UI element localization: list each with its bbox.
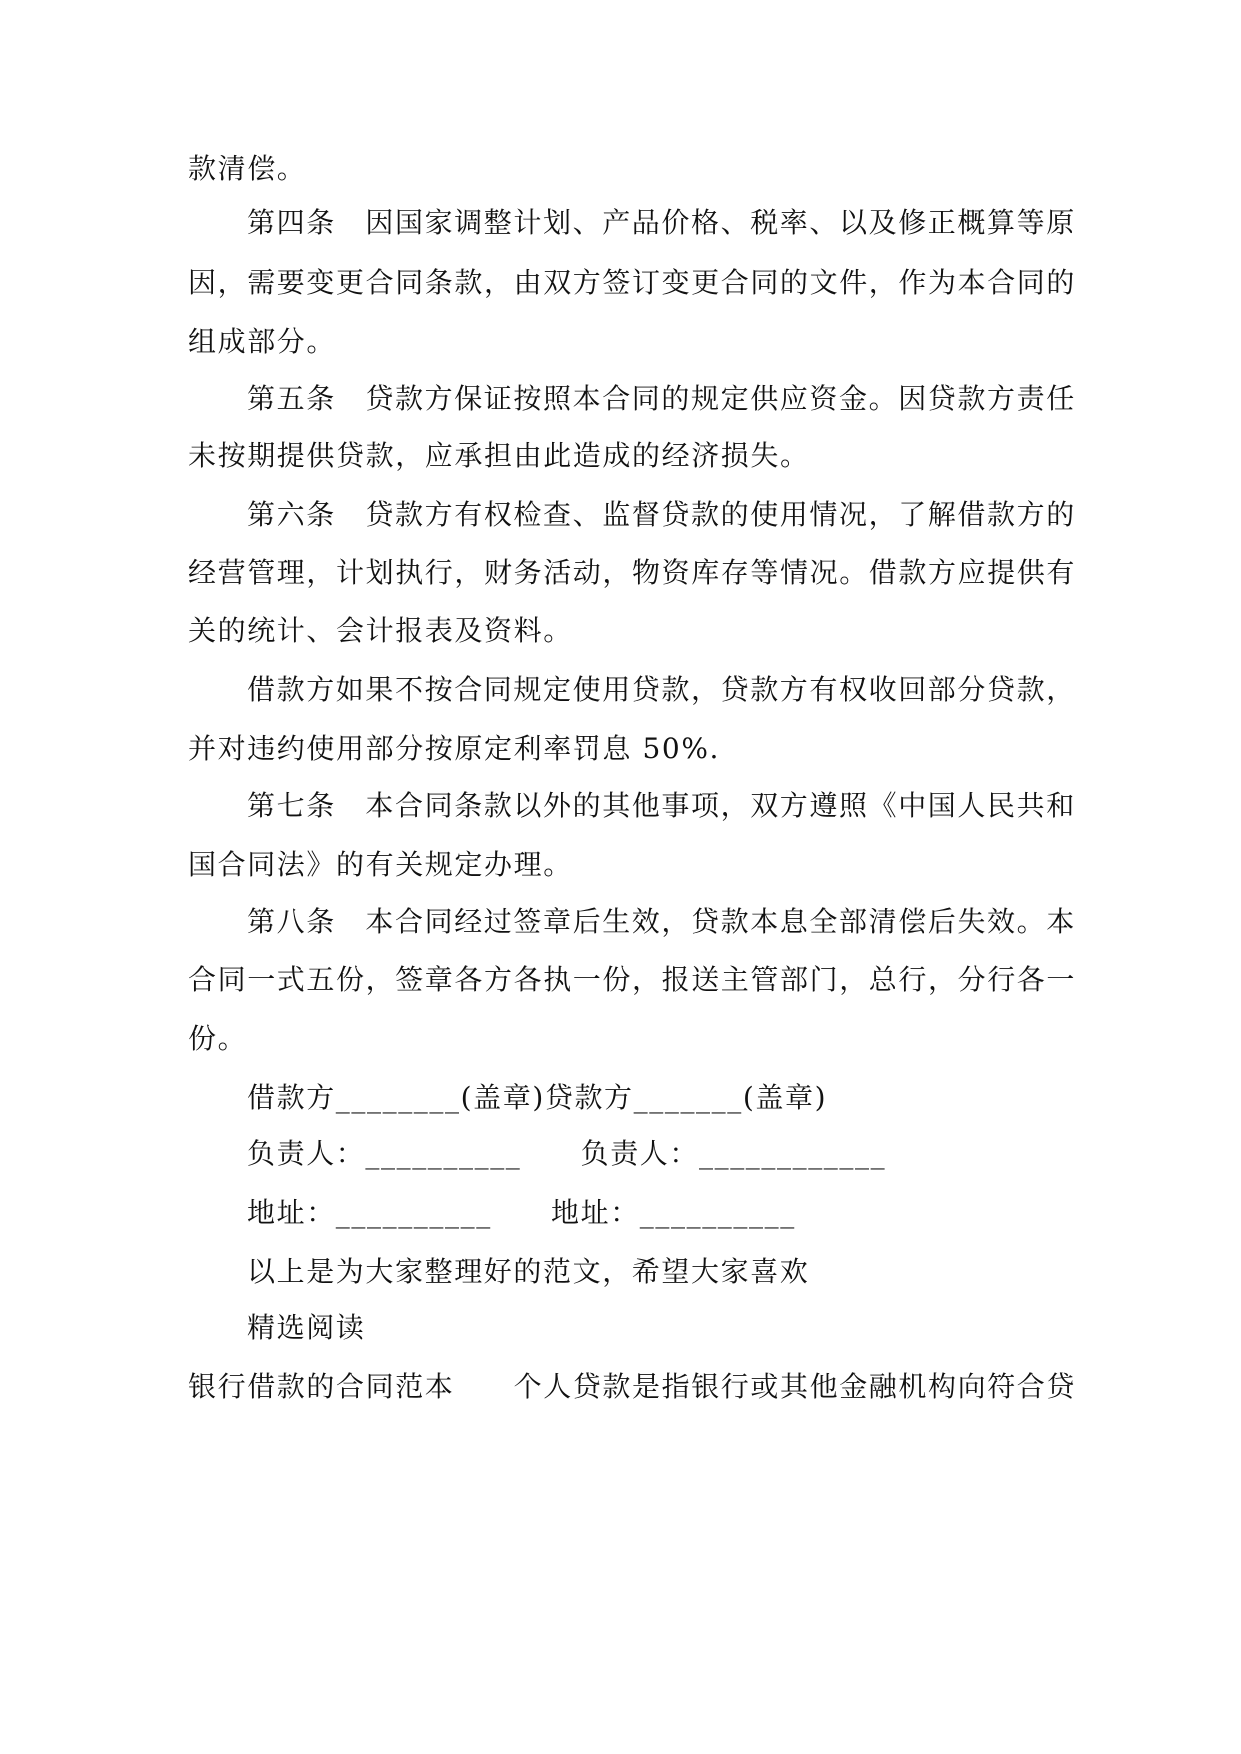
signature-parties-line: 借款方________(盖章)贷款方_______(盖章) [247,1081,828,1114]
body-text-line: 款清偿。 [188,152,307,185]
body-text-line: 经营管理，计划执行，财务活动，物资库存等情况。借款方应提供有 [188,556,1077,589]
closing-note-line: 以上是为大家整理好的范文，希望大家喜欢 [247,1255,810,1288]
body-text-line: 并对违约使用部分按原定利率罚息 50%. [188,732,721,765]
body-text-line: 组成部分。 [188,325,337,358]
signature-address-line: 地址：__________ 地址：__________ [247,1196,796,1229]
body-text-line: 份。 [188,1022,248,1055]
selected-reading-heading: 精选阅读 [247,1311,366,1344]
article-8-heading-line: 第八条 本合同经过签章后生效，贷款本息全部清偿后失效。本 [247,905,1076,938]
article-4-heading-line: 第四条 因国家调整计划、产品价格、税率、以及修正概算等原 [247,206,1076,239]
article-5-heading-line: 第五条 贷款方保证按照本合同的规定供应资金。因贷款方责任 [247,382,1076,415]
body-text-line: 未按期提供贷款，应承担由此造成的经济损失。 [188,439,810,472]
body-text-line: 国合同法》的有关规定办理。 [188,848,573,881]
article-6-heading-line: 第六条 贷款方有权检查、监督贷款的使用情况，了解借款方的 [247,498,1076,531]
body-text-line: 关的统计、会计报表及资料。 [188,614,573,647]
body-text-line: 因，需要变更合同条款，由双方签订变更合同的文件，作为本合同的 [188,266,1077,299]
article-7-heading-line: 第七条 本合同条款以外的其他事项，双方遵照《中国人民共和 [247,789,1076,822]
related-article-line: 银行借款的合同范本 个人贷款是指银行或其他金融机构向符合贷 [188,1370,1077,1403]
body-text-line: 借款方如果不按合同规定使用贷款，贷款方有权收回部分贷款， [247,673,1076,706]
signature-responsible-line: 负责人：__________ 负责人：____________ [247,1137,887,1170]
body-text-line: 合同一式五份，签章各方各执一份，报送主管部门，总行，分行各一 [188,963,1077,996]
